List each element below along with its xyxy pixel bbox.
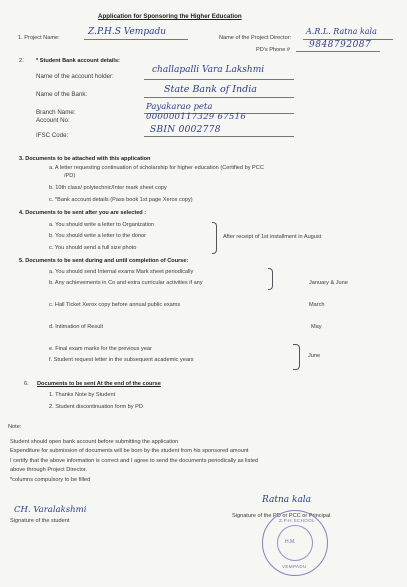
ifsc-label: IFSC Code: <box>36 132 69 139</box>
bank-label: Name of the Bank: <box>36 91 88 98</box>
note-label: Note: <box>8 424 22 430</box>
section5-e: e. Final exam marks for the previous year <box>49 346 152 352</box>
branch-value: Payakarao peta <box>146 102 213 112</box>
ifsc-value: SBIN 0002778 <box>150 125 221 135</box>
section5-heading: 5. Documents to be sent during and until completion of Course: <box>19 258 189 264</box>
section5-d: d. Intimation of Result <box>49 324 104 330</box>
section3-heading: 3. Documents to be attached with this application <box>19 156 151 162</box>
section5-ef-when: June <box>308 353 321 359</box>
project-name-value: Z.P.H.S Vempadu <box>88 27 167 37</box>
section6-heading: Documents to be sent At the end of the course <box>37 381 161 387</box>
branch-label: Branch Name: <box>36 109 76 116</box>
account-label: Account No: <box>36 117 70 124</box>
holder-label: Name of the account holder: <box>36 73 114 80</box>
section6-item-1: 1. Thanks Note by Student <box>49 392 116 398</box>
bank-heading-num: 2. <box>19 58 24 64</box>
section5-c: c. Hall Ticket Xerox copy before annual public exams <box>49 302 181 308</box>
bank-value: State Bank of India <box>164 84 257 95</box>
phone-label: PD's Phone # <box>256 47 291 53</box>
holder-value: challapalli Vara Lakshmi <box>152 65 265 75</box>
section5-b: b. Any achievements in Co and extra curricular activities if any <box>49 280 203 286</box>
document-title: Application for Sponsoring the Higher Education <box>98 13 242 20</box>
note-line-3: I certify that the above information is correct and I agree to send the documents periodically as listed <box>10 458 259 464</box>
phone-value: 9848792087 <box>309 40 372 50</box>
pd-signature: Ratna kala <box>262 495 312 505</box>
section5-b-when: January & June <box>309 280 348 286</box>
section4-c: c. You should send a full size photo <box>49 245 137 251</box>
section5-d-when: May <box>311 324 322 330</box>
note-line-1: Student should open bank account before submitting the application <box>10 439 179 445</box>
section6-item-2: 2. Student discontinuation form by PD <box>49 404 143 410</box>
account-value: 000000117329 67516 <box>146 112 247 122</box>
section4-note: After receipt of 1st installment in August <box>223 234 322 240</box>
note-line-4: above through Project Director. <box>10 467 88 473</box>
student-signature-label: Signature of the student <box>10 518 70 524</box>
bank-heading: * Student Bank account details: <box>36 58 120 64</box>
project-name-label: 1. Project Name: <box>18 35 60 41</box>
section3-b: b. 10th class/ polytechnic/Inter mark sheet copy <box>49 185 167 191</box>
section5-f: f. Student request letter in the subsequent academic years <box>49 357 194 363</box>
section4-b: b. You should write a letter to the donor <box>49 233 147 239</box>
section6-num: 6. <box>24 381 29 387</box>
section5-c-when: March <box>309 302 325 308</box>
section3-a2: /PD) <box>64 173 76 179</box>
section4-a: a. You should write a letter to Organization <box>49 222 155 228</box>
student-signature: CH. Varalakshmi <box>14 505 87 515</box>
pd-signature-label: Signature of the PD or PCC or Principal <box>232 513 331 519</box>
director-value: A.R.L. Ratna kala <box>306 27 377 36</box>
school-seal: Z.P.H.SCHOOL H.M. VEMPADU <box>262 510 328 576</box>
director-label: Name of the Project Director: <box>219 35 292 41</box>
section3-a1: a. A letter requesting continuation of scholarship for higher education (Certified by PCC <box>49 165 264 171</box>
section4-heading: 4. Documents to be sent after you are selected : <box>19 210 147 216</box>
section5-a: a. You should send Internal exams Mark sheet periodically <box>49 269 194 275</box>
note-line-5: *columns compulsory to be filled <box>10 477 91 483</box>
note-line-2: Expenditure for submission of documents will be born by the student from his sponsored amount <box>10 448 249 454</box>
section3-c: c. *Bank account details (Pass book 1st page Xerox copy) <box>49 197 193 203</box>
